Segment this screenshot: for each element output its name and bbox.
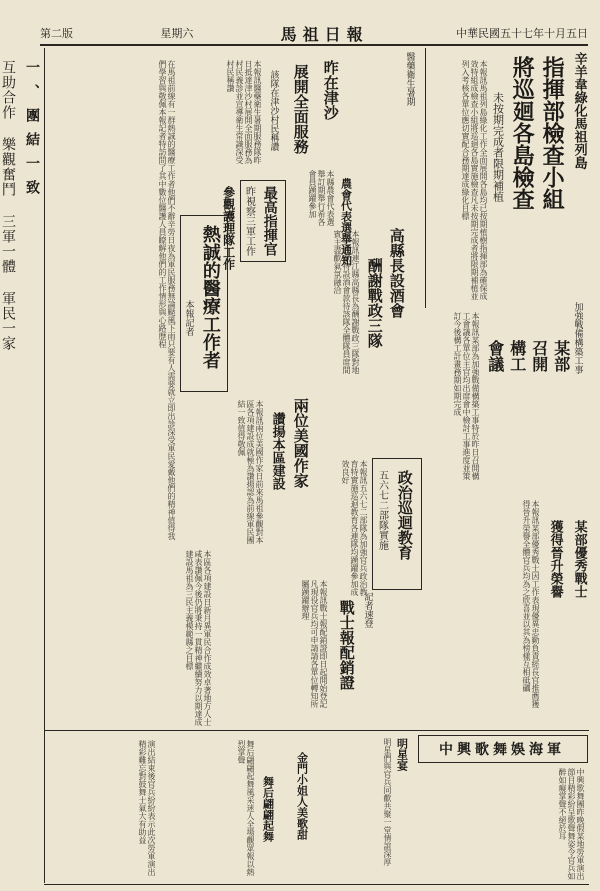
county-title: 高縣長設酒會 <box>387 228 406 318</box>
meeting-title-3: 構工 <box>507 340 527 372</box>
page-number: 第二版 <box>40 27 73 40</box>
weekday: 星期六 <box>160 27 194 40</box>
mingjia-title: 明星宴 <box>395 738 409 771</box>
team-title-2: 展開全面服務 <box>291 64 310 154</box>
commander-kicker: 昨視察三軍工作 <box>243 186 255 256</box>
writers-body: 本報訊兩位美國作家日前來馬祖參觀對本區各項建設成就極為讚揚認為前線軍民團結一致值得敬佩 <box>237 400 264 544</box>
county-subtitle: 酬謝戰政三隊 <box>365 258 384 348</box>
politics-body: 本報訊五六七二部隊為加強官兵政治教育特實施巡迴教育各連隊均踴躍參加成效良好 <box>341 460 368 596</box>
team-kicker: 醫藥衛生暑期 <box>404 52 415 106</box>
meeting-title-4: 會議 <box>485 340 505 372</box>
slogan-strip <box>0 60 42 880</box>
footer-rule <box>44 884 589 885</box>
card-body: 本報訊戰士報配銷證即日起開始登記凡現役官兵均可申請請各單位轉知所屬踴躍辦理 <box>301 580 328 708</box>
dance-title: 舞后翩翩起舞 <box>261 776 275 842</box>
lead-subtitle: 未按期完成者限期補植 <box>491 92 505 202</box>
lead-title-2: 將巡廻各島檢查 <box>509 56 536 210</box>
lead-body: 本報訊馬祖列島綠化工作全面展開各島均已按期植樹指揮部為確保成效特組成檢查小組將巡廻各島實施檢查凡未按期完成者將限期補植並列入考核各單位應切實配合務期達成綠化目標 <box>461 60 488 300</box>
left-divider <box>44 48 45 883</box>
commander-subtitle: 參觀護理隊工作 <box>221 186 236 270</box>
commander-title: 最高指揮官 <box>261 186 278 256</box>
jinmen-title: 金門小姐人美歌甜 <box>295 752 309 840</box>
slogan-unity-sub: 互助合作 樂觀奮鬥 三軍一體 軍民一家 <box>0 60 16 351</box>
soldier-body: 本報訊某部優秀戰士因工作表現優異忠勤負責經長官推薦獲得晉升榮譽全體官兵均為之欣喜並以其為榜樣互相砥礪 <box>522 500 540 708</box>
politics-title: 政治巡迴教育 <box>395 470 414 560</box>
slogan-unity: 一、團結一致 <box>24 60 40 204</box>
bottom-left-body: 演出結束後官兵紛紛表示此次勞軍演出精彩難忘對鼓舞士氣大有助益 <box>138 740 156 876</box>
county-body: 本報訊連江縣高縣長為酬謝戰政三隊對地方之貢獻特設酒會款待該隊全體隊員席間賓主盡歡氣氛融洽 <box>333 230 360 374</box>
writers-subtitle: 讚揚本區建設 <box>269 412 285 490</box>
misc-body: 本區各項建設日新月異軍民合作成效卓著地方人士咸表讚佩今後仍將秉持一貫精神繼續努力以期達成建設馬祖為三民主義模範縣之目標 <box>185 550 212 726</box>
politics-subtitle: 五六七二部隊實施 <box>376 470 388 550</box>
issue-date: 中華民國五十七年十月五日 <box>456 27 588 40</box>
page-header <box>40 22 588 46</box>
dance-body: 舞后翩翩起舞風采迷人全場觀眾報以熱烈掌聲 <box>237 740 255 876</box>
divider <box>425 48 426 308</box>
team-title-1: 昨在津沙 <box>321 60 340 120</box>
meeting-title-2: 召開 <box>529 340 549 372</box>
card-kicker: 記者速登 <box>362 592 373 628</box>
bottom-rule <box>44 730 589 731</box>
mingjia-body: 明星們與官兵同歡共聚一堂情誼深厚 <box>383 738 392 866</box>
farm-title: 農會代表選舉通知 <box>339 178 353 266</box>
masthead: 馬祖日報 <box>280 24 369 44</box>
song-banner: 中興歌舞娛海軍 <box>439 742 565 758</box>
lead-title-1: 指揮部檢查小組 <box>539 56 566 210</box>
meeting-body: 本報訊某部為加強戰備構築工事特於昨日召開構工會議各單位主官均出席會中檢討工事進度並策訂今後構工計畫務期如期完成 <box>453 312 480 480</box>
medical-body: 在馬祖前線有一群熱誠的醫療工作者他們不辭辛勞日夜為軍民服務無論颳風下雨只要有人需要就立即出診深受軍民愛戴他們的精神值得我們學習與敬佩本報記者特訪問了其中數位醫護人員瞭解他們的工作情形與心路歷程 <box>158 60 176 540</box>
song-body: 中興歌舞團昨晚假某地勞軍演出節目精彩紛呈歌聲舞姿令官兵如醉如癡掌聲不絕於耳 <box>558 768 585 880</box>
team-subtitle: 該隊在津沙村民稱讚 <box>268 70 279 151</box>
medical-headline: 熱誠的醫療工作者 <box>199 225 221 369</box>
writers-title: 兩位美國作家 <box>291 398 310 488</box>
card-title: 戰士報配銷證 <box>337 600 356 690</box>
meeting-kicker: 加強戰備構築工事 <box>572 302 583 374</box>
soldier-kicker: 某部優秀戰士 <box>571 520 587 598</box>
farm-body: 本縣農會代表選舉訂期舉行希各會員踴躍參加 <box>308 170 335 226</box>
medical-byline: 本報記者 <box>183 300 194 336</box>
lead-kicker: 辛羊韋綠化馬祖列島 <box>571 52 587 169</box>
meeting-title-1: 某部 <box>551 340 571 372</box>
team-body: 本報訊醫藥衛生暑期服務隊昨日抵達津沙村展開全面服務為村民義診並宣導衛生常識深受村民稱讚 <box>226 60 262 164</box>
soldier-title: 獲得晉升榮譽 <box>547 520 563 598</box>
